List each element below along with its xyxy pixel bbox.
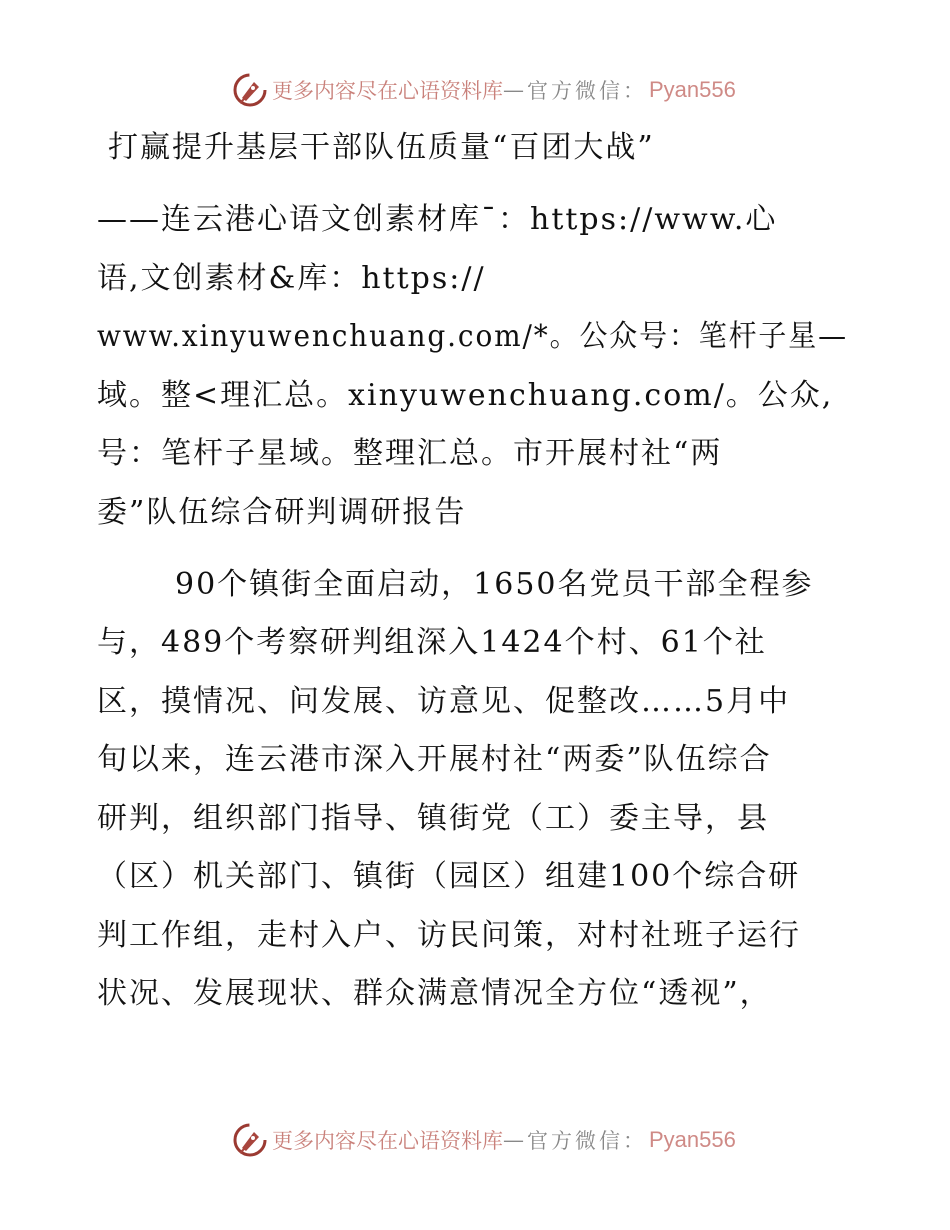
watermark-contact-id: Pyan556 [649, 1127, 736, 1152]
pen-nib-logo-icon [232, 72, 268, 108]
watermark-contact-id: Pyan556 [649, 77, 736, 102]
document-title: 打赢提升基层干部队伍质量“百团大战” [108, 130, 655, 165]
watermark-separator: — [503, 1128, 527, 1152]
footer-watermark [232, 1120, 736, 1160]
body-line: 判工作组，走村入户、访民问策，对村社班子运行 [97, 918, 801, 953]
body-line: 旬以来，连云港市深入开展村社“两委”队伍综合 [97, 742, 772, 777]
body-line: 研判，组织部门指导、镇街党（工）委主导，县 [97, 801, 769, 836]
body-line: （区）机关部门、镇街（园区）组建100个综合研 [97, 859, 801, 894]
body-line: 状况、发展现状、群众满意情况全方位“透视”， [97, 976, 772, 1011]
watermark-brand-text: 更多内容尽在心语资料库 [272, 79, 503, 103]
subtitle-line: www.xinyuwenchuang.com/*。公众号：笔杆子星— [97, 319, 848, 354]
watermark-contact-label: 官方微信： [527, 1129, 647, 1153]
pen-nib-logo-icon [232, 1122, 268, 1158]
subtitle-line: 语,文创素材&库：https:// [97, 261, 486, 296]
watermark-separator: — [503, 78, 527, 102]
subtitle-line: 委”队伍综合研判调研报告 [97, 495, 467, 530]
body-line: 与，489个考察研判组深入1424个村、61个社 [97, 625, 767, 660]
body-line: 区，摸情况、问发展、访意见、促整改……5月中 [97, 684, 791, 719]
watermark-contact-label: 官方微信： [527, 79, 647, 103]
watermark-brand-text: 更多内容尽在心语资料库 [272, 1129, 503, 1153]
body-line: 90个镇街全面启动，1650名党员干部全程参 [175, 567, 814, 602]
subtitle-line: 号：笔杆子星域。整理汇总。市开展村社“两 [97, 436, 723, 471]
header-watermark [232, 70, 736, 110]
subtitle-line: ——连云港心语文创素材库¯：https://www.心 [97, 202, 778, 237]
subtitle-line: 域。整<理汇总。xinyuwenchuang.com/。公众, [97, 378, 834, 413]
